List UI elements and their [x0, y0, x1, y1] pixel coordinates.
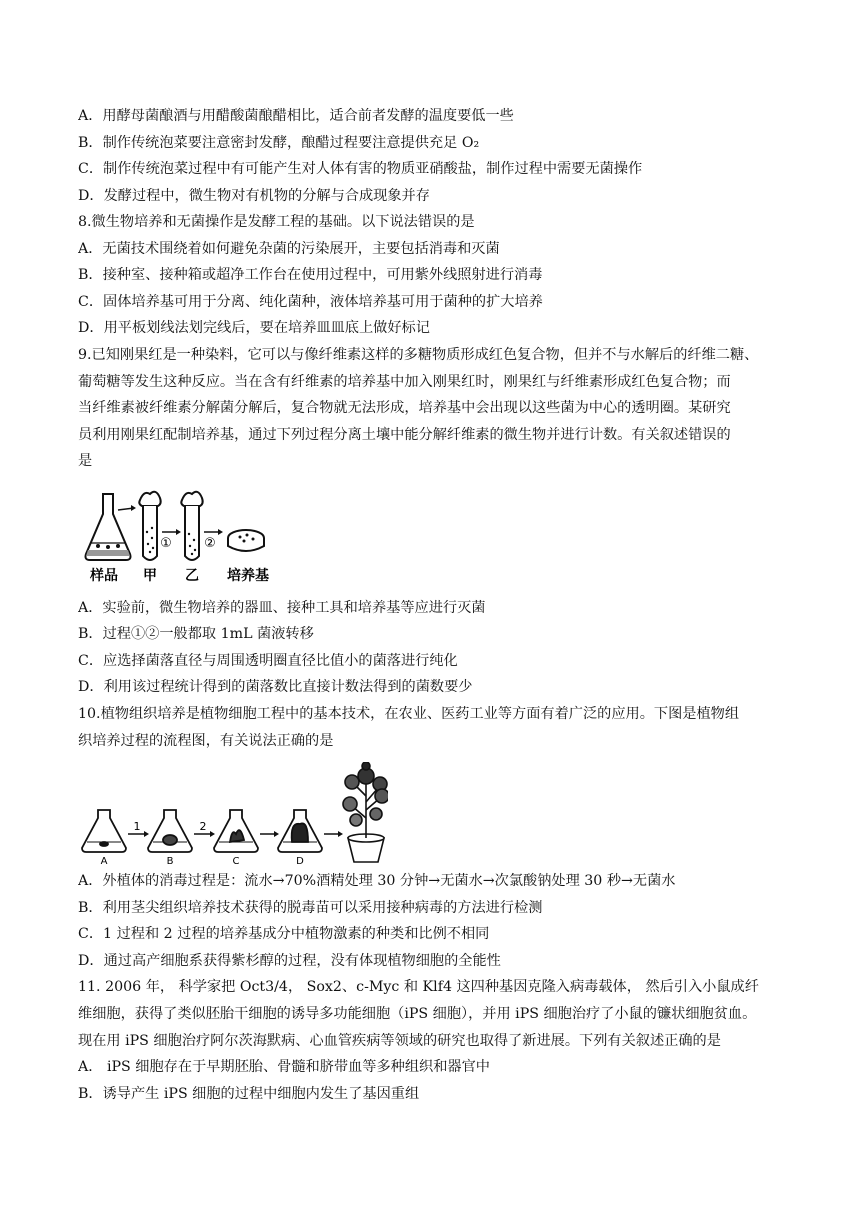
q7-option-c: C．制作传统泡菜过程中有可能产生对人体有害的物质亚硝酸盐，制作过程中需要无菌操作	[78, 161, 643, 177]
q8-option-b: B．接种室、接种箱或超净工作台在使用过程中，可用紫外线照射进行消毒	[78, 267, 543, 283]
q10-option-a: A．外植体的消毒过程是：流水→70%酒精处理 30 分钟→无菌水→次氯酸钠处理 30 秒→无菌水	[78, 873, 676, 889]
q10-option-b: B．利用茎尖组织培养技术获得的脱毒苗可以采用接种病毒的方法进行检测	[78, 900, 543, 916]
q9-stem-line-3: 当纤维素被纤维素分解菌分解后，复合物就无法形成，培养基中会出现以这些菌为中心的透明圈。某研究	[78, 400, 731, 416]
step-2-label: ②	[204, 536, 216, 551]
label-c: C	[232, 856, 240, 866]
label-b: B	[166, 856, 174, 866]
q8-option-c: C．固体培养基可用于分离、纯化菌种，液体培养基可用于菌种的扩大培养	[78, 294, 543, 310]
q9-option-b: B．过程①②一般都取 1mL 菌液转移	[78, 626, 314, 642]
label-a: A	[100, 856, 108, 866]
step-1-label: ①	[160, 536, 172, 551]
q11-stem-line-1: 11. 2006 年， 科学家把 Oct3/4， Sox2、c-Myc 和 Klf4 这四种基因克隆入病毒载体， 然后引入小鼠成纤	[78, 979, 759, 995]
q7-option-a: A．用酵母菌酿酒与用醋酸菌酿醋相比，适合前者发酵的温度要低一些	[78, 108, 514, 124]
q10-stem-line-2: 织培养过程的流程图，有关说法正确的是	[78, 733, 334, 749]
q9-stem-line-1: 9.已知刚果红是一种染料，它可以与像纤维素这样的多糖物质形成红色复合物，但并不与水解后的纤维二糖、	[78, 347, 759, 363]
q9-stem-line-5: 是	[78, 453, 93, 469]
label-jia: 甲	[143, 568, 157, 584]
label-sample: 样品	[90, 568, 118, 584]
flask-b-icon	[148, 810, 192, 852]
step-1-label: 1	[133, 820, 141, 833]
q10-stem-line-1: 10.植物组织培养是植物细胞工程中的基本技术，在农业、医药工业等方面有着广泛的应用。下图是植物组	[78, 706, 740, 722]
q11-option-a: A． iPS 细胞存在于早期胚胎、骨髓和脐带血等多种组织和器官中	[78, 1059, 490, 1075]
flask-d-icon	[278, 810, 322, 852]
flask-c-icon	[214, 810, 258, 852]
q10-figure	[78, 762, 388, 866]
q9-stem-line-4: 员利用刚果红配制培养基，通过下列过程分离土壤中能分解纤维素的微生物并进行计数。有关叙述错误的	[78, 427, 731, 443]
tube-jia-icon	[139, 492, 160, 560]
q9-figure	[78, 488, 298, 586]
q11-stem-line-2: 维细胞，获得了类似胚胎干细胞的诱导多功能细胞（iPS 细胞），并用 iPS 细胞治疗了小鼠的镰状细胞贫血。	[78, 1006, 757, 1022]
q7-option-d: D．发酵过程中，微生物对有机物的分解与合成现象并存	[78, 188, 430, 204]
q9-option-c: C．应选择菌落直径与周围透明圈直径比值小的菌落进行纯化	[78, 653, 458, 669]
q8-option-a: A．无菌技术围绕着如何避免杂菌的污染展开，主要包括消毒和灭菌	[78, 241, 500, 257]
step-2-label: 2	[199, 820, 207, 833]
q11-option-b: B．诱导产生 iPS 细胞的过程中细胞内发生了基因重组	[78, 1086, 420, 1102]
potted-plant-icon	[343, 762, 388, 862]
sample-flask-icon	[86, 494, 131, 560]
label-yi: 乙	[185, 568, 199, 584]
q8-option-d: D．用平板划线法划完线后，要在培养皿皿底上做好标记	[78, 320, 430, 336]
q10-option-c: C．1 过程和 2 过程的培养基成分中植物激素的种类和比例不相同	[78, 926, 490, 942]
q9-option-a: A．实验前，微生物培养的器皿、接种工具和培养基等应进行灭菌	[78, 600, 486, 616]
flask-a-icon	[82, 810, 126, 852]
petri-dish-icon	[228, 530, 264, 551]
q11-stem-line-3: 现在用 iPS 细胞治疗阿尔茨海默病、心血管疾病等领域的研究也取得了新进展。下列有关叙述正确的是	[78, 1033, 721, 1049]
q9-option-d: D．利用该过程统计得到的菌落数比直接计数法得到的菌数要少	[78, 679, 473, 695]
q10-option-d: D．通过高产细胞系获得紫杉醇的过程，没有体现植物细胞的全能性	[78, 953, 501, 969]
q9-stem-line-2: 葡萄糖等发生这种反应。当在含有纤维素的培养基中加入刚果红时，刚果红与纤维素形成红色复合物；而	[78, 374, 731, 390]
label-medium: 培养基	[227, 568, 269, 584]
tube-yi-icon	[181, 492, 202, 560]
q8-stem: 8.微生物培养和无菌操作是发酵工程的基础。以下说法错误的是	[78, 214, 475, 230]
label-d: D	[296, 856, 304, 866]
q7-option-b: B．制作传统泡菜要注意密封发酵，酿醋过程要注意提供充足 O₂	[78, 135, 480, 151]
